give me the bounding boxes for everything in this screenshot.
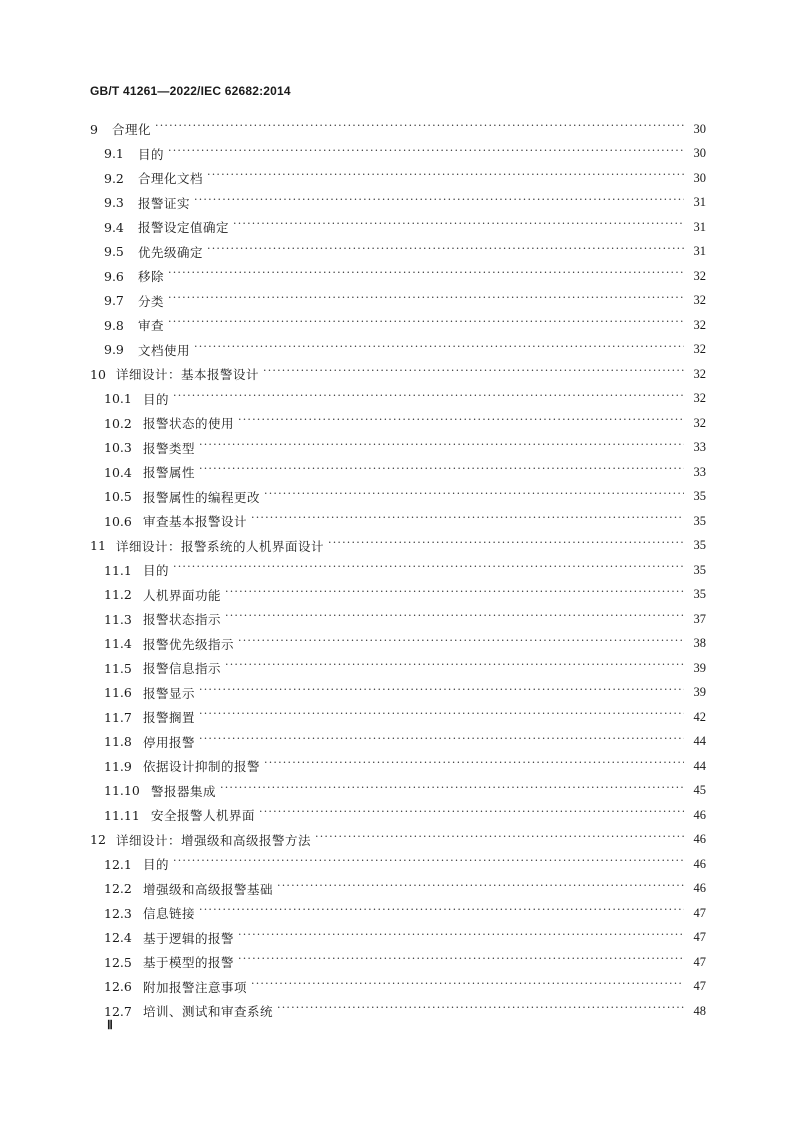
toc-entry-page: 37 bbox=[693, 611, 706, 626]
toc-entry-page: 31 bbox=[693, 195, 706, 210]
toc-leader-dots bbox=[173, 857, 684, 871]
toc-entry-title: 依据设计抑制的报警 bbox=[143, 759, 261, 775]
toc-entry bbox=[90, 142, 706, 167]
toc-entry-title: 报警设定值确定 bbox=[138, 220, 230, 236]
toc-leader-dots bbox=[199, 906, 684, 920]
toc-leader-dots bbox=[199, 735, 684, 749]
toc-entry bbox=[90, 338, 706, 363]
toc-entry bbox=[90, 387, 706, 412]
toc-entry-title: 停用报警 bbox=[143, 734, 196, 750]
toc-entry-title: 基于逻辑的报警 bbox=[143, 930, 235, 946]
toc-entry-number: 12.6 bbox=[104, 979, 132, 995]
toc-leader-dots bbox=[199, 465, 684, 479]
toc-leader-dots bbox=[199, 441, 684, 455]
toc-entry-title: 详细设计：报警系统的人机界面设计 bbox=[116, 538, 325, 554]
toc-entry-title: 信息链接 bbox=[143, 906, 196, 922]
toc-entry-number: 11.7 bbox=[104, 709, 132, 725]
toc-entry bbox=[90, 705, 706, 730]
toc-entry-page: 44 bbox=[693, 758, 706, 773]
toc-entry-title: 附加报警注意事项 bbox=[143, 979, 248, 995]
toc-entry-page: 32 bbox=[693, 366, 706, 381]
toc-entry-number: 9.3 bbox=[104, 195, 124, 211]
toc-entry-title: 人机界面功能 bbox=[143, 587, 222, 603]
toc-entry-number: 11.1 bbox=[104, 562, 132, 578]
toc-leader-dots bbox=[155, 122, 684, 136]
toc-entry-page: 32 bbox=[693, 415, 706, 430]
toc-entry bbox=[90, 975, 706, 1000]
toc-entry-page: 44 bbox=[693, 734, 706, 749]
toc-entry bbox=[90, 411, 706, 436]
toc-entry-number: 11.9 bbox=[104, 758, 132, 774]
toc-leader-dots bbox=[277, 1004, 684, 1018]
toc-entry-title: 报警优先级指示 bbox=[143, 636, 235, 652]
toc-leader-dots bbox=[194, 196, 684, 210]
toc-leader-dots bbox=[251, 980, 684, 994]
toc-leader-dots bbox=[225, 612, 684, 626]
toc-leader-dots bbox=[263, 367, 684, 381]
toc-entry bbox=[90, 264, 706, 289]
toc-entry-title: 审查 bbox=[138, 318, 165, 334]
toc-entry-number: 12.5 bbox=[104, 954, 132, 970]
toc-entry-number: 9.1 bbox=[104, 146, 124, 162]
toc-entry-page: 42 bbox=[693, 709, 706, 724]
toc-entry-page: 31 bbox=[693, 219, 706, 234]
toc-entry-number: 12.3 bbox=[104, 905, 132, 921]
toc-leader-dots bbox=[277, 882, 684, 896]
toc-leader-dots bbox=[207, 245, 684, 259]
toc-leader-dots bbox=[315, 833, 684, 847]
toc-entry-page: 38 bbox=[693, 636, 706, 651]
toc-entry bbox=[90, 950, 706, 975]
toc-entry-number: 12.2 bbox=[104, 881, 132, 897]
toc-entry-title: 报警属性的编程更改 bbox=[143, 489, 261, 505]
toc-entry-page: 45 bbox=[693, 783, 706, 798]
toc-entry-number: 11.8 bbox=[104, 734, 132, 750]
toc-entry-number: 12.1 bbox=[104, 856, 132, 872]
toc-entry bbox=[90, 901, 706, 926]
toc-entry-number: 10.4 bbox=[104, 464, 132, 480]
toc-entry bbox=[90, 215, 706, 240]
toc-entry-page: 32 bbox=[693, 342, 706, 357]
toc-entry-page: 33 bbox=[693, 440, 706, 455]
toc-entry-page: 46 bbox=[693, 807, 706, 822]
toc-leader-dots bbox=[328, 539, 684, 553]
toc-entry bbox=[90, 485, 706, 510]
toc-entry-number: 11.10 bbox=[104, 783, 140, 799]
toc-entry-number: 9.6 bbox=[104, 268, 124, 284]
toc-entry-title: 报警状态的使用 bbox=[143, 416, 235, 432]
toc-leader-dots bbox=[173, 563, 684, 577]
toc-leader-dots bbox=[168, 294, 684, 308]
toc-entry-title: 详细设计：基本报警设计 bbox=[116, 367, 260, 383]
toc-entry-number: 11.5 bbox=[104, 660, 132, 676]
toc-entry-title: 警报器集成 bbox=[151, 783, 217, 799]
toc-entry-number: 12.7 bbox=[104, 1003, 132, 1019]
toc-entry bbox=[90, 583, 706, 608]
toc-entry-page: 32 bbox=[693, 268, 706, 283]
toc-entry-title: 目的 bbox=[143, 857, 170, 873]
toc-leader-dots bbox=[207, 171, 684, 185]
toc-entry-number: 11.4 bbox=[104, 636, 132, 652]
toc-entry-title: 目的 bbox=[143, 391, 170, 407]
toc-entry-number: 9.4 bbox=[104, 219, 124, 235]
toc-leader-dots bbox=[168, 269, 684, 283]
toc-entry-title: 审查基本报警设计 bbox=[143, 514, 248, 530]
toc-entry-page: 32 bbox=[693, 391, 706, 406]
toc-leader-dots bbox=[264, 759, 684, 773]
toc-entry bbox=[90, 852, 706, 877]
toc-entry-page: 39 bbox=[693, 660, 706, 675]
toc-entry-number: 12 bbox=[90, 832, 106, 848]
toc-entry-page: 46 bbox=[693, 856, 706, 871]
toc-entry-number: 11.3 bbox=[104, 611, 132, 627]
toc-entry-number: 11.2 bbox=[104, 587, 132, 603]
toc-entry-title: 目的 bbox=[143, 563, 170, 579]
toc-entry bbox=[90, 803, 706, 828]
toc-entry bbox=[90, 828, 706, 853]
table-of-contents bbox=[90, 117, 706, 1024]
toc-entry bbox=[90, 656, 706, 681]
toc-entry-title: 培训、测试和审查系统 bbox=[143, 1004, 274, 1020]
toc-entry-title: 移除 bbox=[138, 269, 165, 285]
toc-entry-title: 增强级和高级报警基础 bbox=[143, 881, 274, 897]
toc-leader-dots bbox=[199, 710, 684, 724]
toc-entry-title: 报警显示 bbox=[143, 685, 196, 701]
toc-entry-title: 文档使用 bbox=[138, 342, 191, 358]
toc-entry bbox=[90, 632, 706, 657]
toc-entry bbox=[90, 240, 706, 265]
toc-entry-title: 合理化 bbox=[112, 122, 152, 138]
toc-entry-page: 30 bbox=[693, 121, 706, 136]
toc-entry-page: 48 bbox=[693, 1003, 706, 1018]
toc-leader-dots bbox=[251, 514, 684, 528]
toc-entry bbox=[90, 166, 706, 191]
toc-entry bbox=[90, 754, 706, 779]
toc-entry-title: 报警属性 bbox=[143, 465, 196, 481]
toc-entry-page: 47 bbox=[693, 979, 706, 994]
page-number: Ⅱ bbox=[107, 1018, 113, 1032]
toc-leader-dots bbox=[168, 147, 684, 161]
toc-entry-page: 47 bbox=[693, 905, 706, 920]
toc-entry-page: 35 bbox=[693, 538, 706, 553]
toc-entry bbox=[90, 558, 706, 583]
toc-leader-dots bbox=[220, 784, 684, 798]
toc-entry-page: 35 bbox=[693, 562, 706, 577]
toc-entry bbox=[90, 117, 706, 142]
toc-entry bbox=[90, 436, 706, 461]
toc-entry-number: 9.2 bbox=[104, 170, 124, 186]
toc-leader-dots bbox=[225, 661, 684, 675]
toc-entry-title: 详细设计：增强级和高级报警方法 bbox=[116, 832, 312, 848]
toc-entry bbox=[90, 681, 706, 706]
toc-entry-number: 9.7 bbox=[104, 293, 124, 309]
toc-entry bbox=[90, 730, 706, 755]
toc-entry-number: 9.5 bbox=[104, 244, 124, 260]
toc-entry-title: 分类 bbox=[138, 293, 165, 309]
toc-leader-dots bbox=[264, 490, 684, 504]
toc-entry-page: 46 bbox=[693, 881, 706, 896]
toc-leader-dots bbox=[233, 220, 684, 234]
toc-entry-page: 47 bbox=[693, 930, 706, 945]
toc-entry bbox=[90, 779, 706, 804]
toc-entry-title: 基于模型的报警 bbox=[143, 955, 235, 971]
toc-entry-page: 31 bbox=[693, 244, 706, 259]
toc-entry bbox=[90, 313, 706, 338]
toc-entry bbox=[90, 999, 706, 1024]
toc-entry-number: 11 bbox=[90, 538, 106, 554]
toc-leader-dots bbox=[168, 318, 684, 332]
toc-leader-dots bbox=[225, 588, 684, 602]
toc-entry-number: 10.5 bbox=[104, 489, 132, 505]
toc-entry bbox=[90, 926, 706, 951]
toc-leader-dots bbox=[238, 416, 684, 430]
toc-entry bbox=[90, 460, 706, 485]
toc-entry bbox=[90, 534, 706, 559]
toc-entry-page: 30 bbox=[693, 146, 706, 161]
toc-entry-number: 9.9 bbox=[104, 342, 124, 358]
toc-leader-dots bbox=[238, 955, 684, 969]
toc-entry-page: 47 bbox=[693, 954, 706, 969]
toc-entry-page: 32 bbox=[693, 293, 706, 308]
toc-leader-dots bbox=[238, 931, 684, 945]
toc-entry bbox=[90, 877, 706, 902]
toc-entry-page: 32 bbox=[693, 317, 706, 332]
toc-entry-number: 9 bbox=[90, 121, 98, 137]
toc-entry-number: 10.6 bbox=[104, 513, 132, 529]
toc-entry-title: 优先级确定 bbox=[138, 244, 204, 260]
toc-entry-title: 报警类型 bbox=[143, 440, 196, 456]
toc-leader-dots bbox=[259, 808, 684, 822]
toc-leader-dots bbox=[194, 343, 684, 357]
toc-entry bbox=[90, 289, 706, 314]
toc-entry-title: 目的 bbox=[138, 146, 165, 162]
toc-entry-page: 35 bbox=[693, 489, 706, 504]
toc-leader-dots bbox=[199, 686, 684, 700]
toc-entry-page: 35 bbox=[693, 513, 706, 528]
toc-entry bbox=[90, 191, 706, 216]
toc-entry-title: 安全报警人机界面 bbox=[151, 808, 256, 824]
toc-entry-number: 10.3 bbox=[104, 440, 132, 456]
toc-entry-title: 报警信息指示 bbox=[143, 661, 222, 677]
toc-entry-number: 11.6 bbox=[104, 685, 132, 701]
toc-entry-number: 10.1 bbox=[104, 391, 132, 407]
toc-entry-number: 10 bbox=[90, 366, 106, 382]
toc-entry-page: 35 bbox=[693, 587, 706, 602]
toc-entry-number: 9.8 bbox=[104, 317, 124, 333]
toc-entry bbox=[90, 362, 706, 387]
toc-entry-page: 39 bbox=[693, 685, 706, 700]
toc-leader-dots bbox=[238, 637, 684, 651]
toc-entry bbox=[90, 607, 706, 632]
toc-entry bbox=[90, 509, 706, 534]
toc-entry-title: 报警搁置 bbox=[143, 710, 196, 726]
document-header: GB/T 41261—2022/IEC 62682:2014 bbox=[90, 84, 291, 98]
toc-leader-dots bbox=[173, 392, 684, 406]
toc-entry-title: 报警状态指示 bbox=[143, 612, 222, 628]
toc-entry-number: 10.2 bbox=[104, 415, 132, 431]
toc-entry-title: 合理化文档 bbox=[138, 171, 204, 187]
toc-entry-page: 33 bbox=[693, 464, 706, 479]
toc-entry-number: 12.4 bbox=[104, 930, 132, 946]
toc-entry-number: 11.11 bbox=[104, 807, 140, 823]
toc-entry-page: 46 bbox=[693, 832, 706, 847]
toc-entry-page: 30 bbox=[693, 170, 706, 185]
toc-entry-title: 报警证实 bbox=[138, 195, 191, 211]
